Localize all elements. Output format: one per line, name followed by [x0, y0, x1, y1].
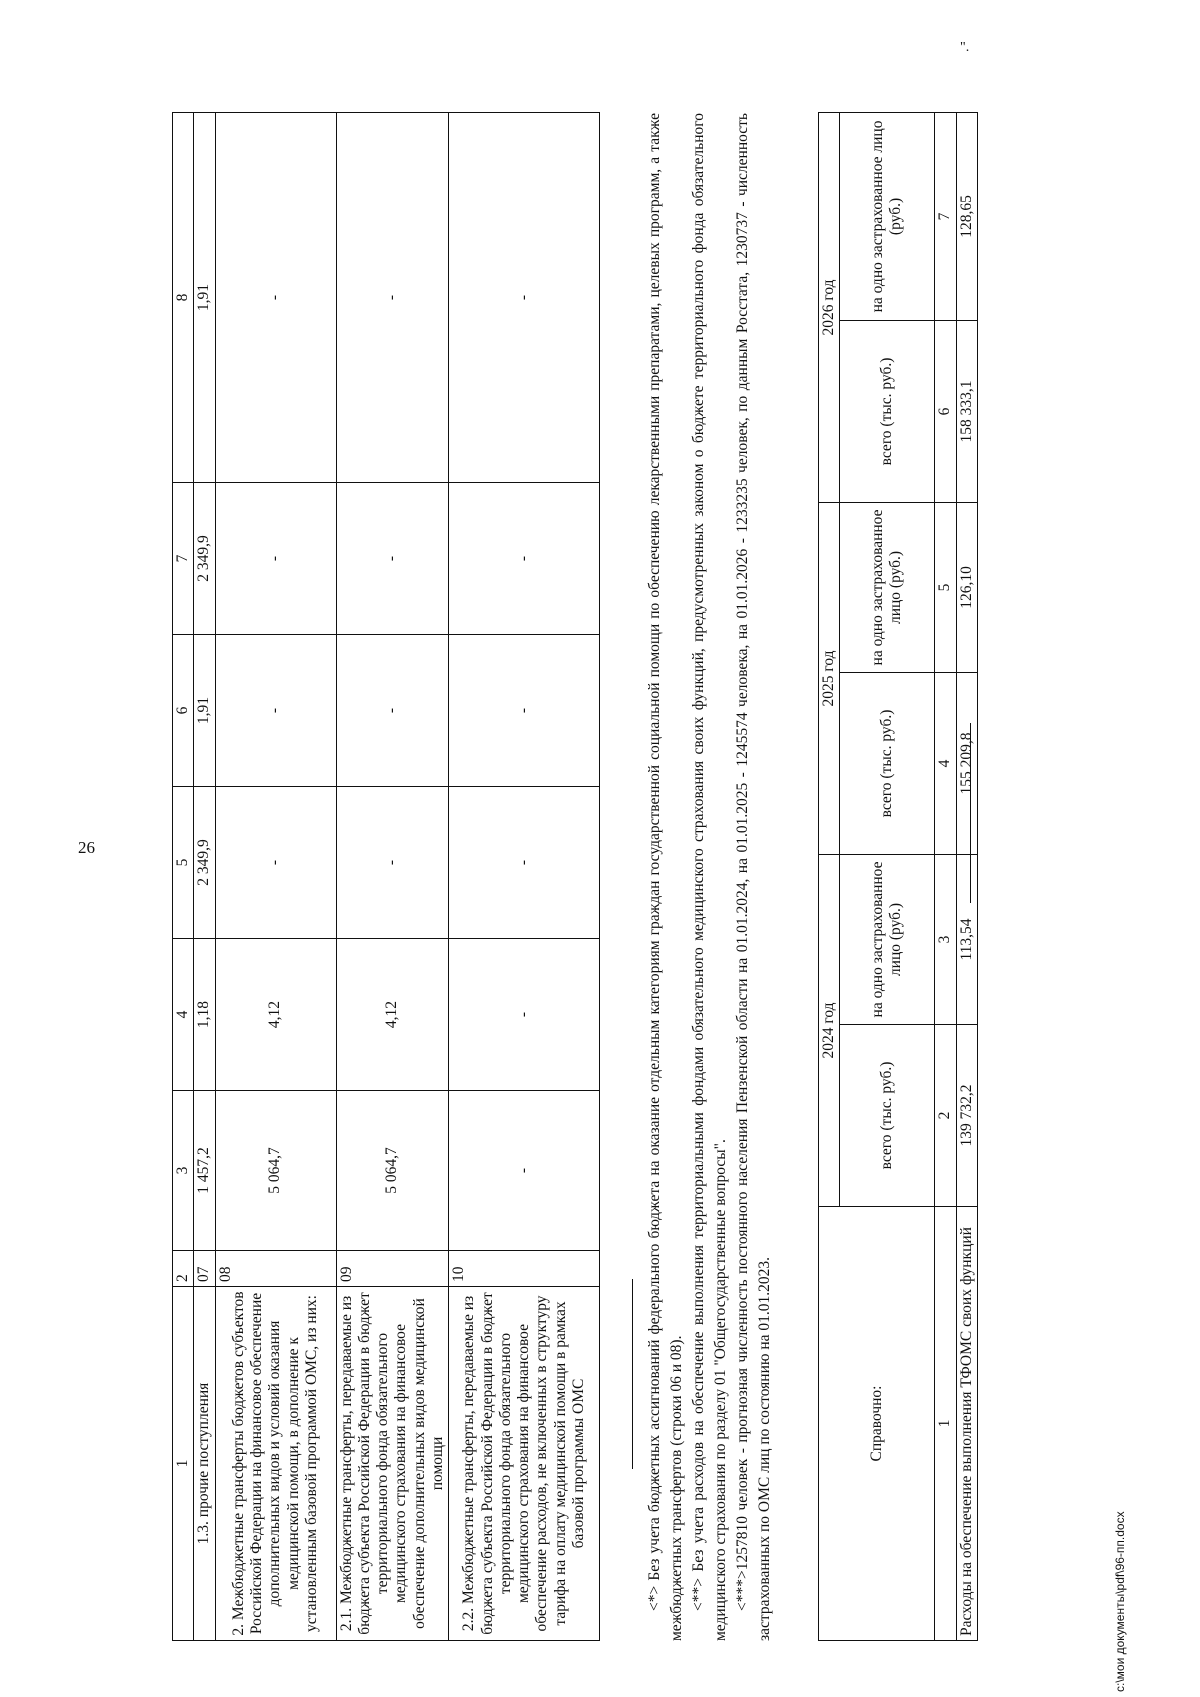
footnote: <***>1257810 человек - прогнозная численность постоянного населения Пензенской области на 01.01.2024, на 01.01.2025 - 1245574 человека, на 01.01.2026 - 1233235 человек, по данным Росстата, 1230737 - численность застрахованных по ОМС лиц по состоянию на 01.01.2023. [734, 113, 773, 1641]
footer-file-path-text: c:\мои документы\pdf\96-пп.docx [1113, 1511, 1127, 1692]
row-value: 5 064,7 [336, 1091, 449, 1251]
ref-year: 2026 год [819, 112, 840, 502]
row-name: 2. Межбюджетные трансферты бюджетов субъектов Российской Федерации на финансовое обеспечение дополнительных видов и условий оказания медицинской помощи, в дополнение к установленным базовой программой ОМС, из них: [215, 1287, 336, 1641]
row-value: - [336, 635, 449, 787]
ref-col-number: 4 [935, 672, 956, 854]
row-value: 1 457,2 [194, 1091, 215, 1251]
closing-quote: ". [960, 40, 970, 55]
ref-colnum-row [935, 112, 956, 1640]
row-value: - [336, 113, 449, 483]
row-value: - [215, 113, 336, 483]
footnotes [644, 113, 776, 1641]
row-value: 1,91 [194, 635, 215, 787]
header-cell: 8 [173, 113, 194, 483]
row-name: 1.3. прочие поступления [194, 1287, 215, 1641]
ref-col-number: 6 [935, 320, 956, 502]
header-cell: 5 [173, 787, 194, 939]
row-value: - [215, 483, 336, 635]
table-row [336, 113, 449, 1641]
ref-col-number: 3 [935, 854, 956, 1024]
header-cell: 7 [173, 483, 194, 635]
ref-row-label: Расходы на обеспечение выполнения ТФОМС своих функций [956, 1207, 977, 1641]
row-value: - [336, 483, 449, 635]
ref-value: 155 209,8 [956, 672, 977, 854]
row-value: 1,91 [194, 113, 215, 483]
header-cell: 6 [173, 635, 194, 787]
table-row [215, 113, 336, 1641]
row-value: - [449, 939, 600, 1091]
header-cell: 3 [173, 1091, 194, 1251]
ref-value: 113,54 [956, 854, 977, 1024]
row-name: 2.2. Межбюджетные трансферты, передаваемые из бюджета субъекта Российской Федерации в бюджет территориального фонда обязательного медицинского страхования на финансовое обеспечение расходов, не включенных в структуру тарифа на оплату медицинской помощи в рамках базовой программы ОМС [449, 1287, 600, 1641]
row-value: 1,18 [194, 939, 215, 1091]
row-value: - [215, 787, 336, 939]
ref-col-number: 1 [935, 1207, 956, 1641]
footnote: <*> Без учета бюджетных ассигнований федерального бюджета на оказание отдельным категориям граждан государственной социальной помощи по обеспечению лекарственными препаратами, целевых программ, а также межбюджетных трансфертов (строки 06 и 08). [646, 113, 685, 1641]
ref-data-row [956, 112, 977, 1640]
ref-col-number: 7 [935, 112, 956, 320]
row-value: 4,12 [336, 939, 449, 1091]
row-value: - [449, 1091, 600, 1251]
row-value: 4,12 [215, 939, 336, 1091]
ref-value: 139 732,2 [956, 1025, 977, 1207]
end-separator [970, 723, 971, 903]
table-row [194, 113, 215, 1641]
ref-sub-total: всего (тыс. руб.) [840, 320, 935, 502]
ref-sub-total: всего (тыс. руб.) [840, 672, 935, 854]
header-cell: 1 [173, 1287, 194, 1641]
ref-value: 158 333,1 [956, 320, 977, 502]
budget-table [172, 112, 600, 1641]
footer-file-path [1113, 1502, 1131, 1692]
row-name: 2.1. Межбюджетные трансферты, передаваемые из бюджета субъекта Российской Федерации в бюджет территориального фонда обязательного медицинского страхования на финансовое обеспечение дополнительных видов медицинской помощи [336, 1287, 449, 1641]
table-row [449, 113, 600, 1641]
row-value: - [336, 787, 449, 939]
row-code: 08 [215, 1251, 336, 1287]
row-code: 09 [336, 1251, 449, 1287]
ref-col-number: 2 [935, 1025, 956, 1207]
table-header-row [173, 113, 194, 1641]
ref-year: 2024 год [819, 854, 840, 1206]
row-value: 5 064,7 [215, 1091, 336, 1251]
footnote: <**> Без учета расходов на обеспечение выполнения территориальными фондами обязательного медицинского страхования своих функций, предусмотренных законом о бюджете территориального фонда обязательного медицинского страхования по разделу 01 "Общегосударственные вопросы". [690, 113, 729, 1641]
ref-label: Справочно: [819, 1207, 935, 1641]
row-value: - [449, 635, 600, 787]
ref-value: 126,10 [956, 502, 977, 672]
ref-years-row [819, 112, 840, 1640]
row-code: 10 [449, 1251, 600, 1287]
header-cell: 4 [173, 939, 194, 1091]
ref-year: 2025 год [819, 502, 840, 854]
rotated-content [0, 97, 1080, 1697]
footnote-separator [632, 1279, 633, 1469]
reference-table [818, 112, 978, 1641]
row-code: 07 [194, 1251, 215, 1287]
ref-value: 128,65 [956, 112, 977, 320]
row-value: 2 349,9 [194, 787, 215, 939]
ref-sub-per-person: на одно застрахованное лицо (руб.) [840, 854, 935, 1024]
ref-sub-per-person: на одно застрахованное лицо (руб.) [840, 502, 935, 672]
row-value: - [449, 483, 600, 635]
row-value: - [449, 113, 600, 483]
row-value: - [215, 635, 336, 787]
ref-sub-per-person: на одно застрахованное лицо (руб.) [840, 112, 935, 320]
ref-col-number: 5 [935, 502, 956, 672]
ref-sub-total: всего (тыс. руб.) [840, 1025, 935, 1207]
page-number: 26 [78, 838, 95, 857]
row-value: 2 349,9 [194, 483, 215, 635]
header-cell: 2 [173, 1251, 194, 1287]
row-value: - [449, 787, 600, 939]
